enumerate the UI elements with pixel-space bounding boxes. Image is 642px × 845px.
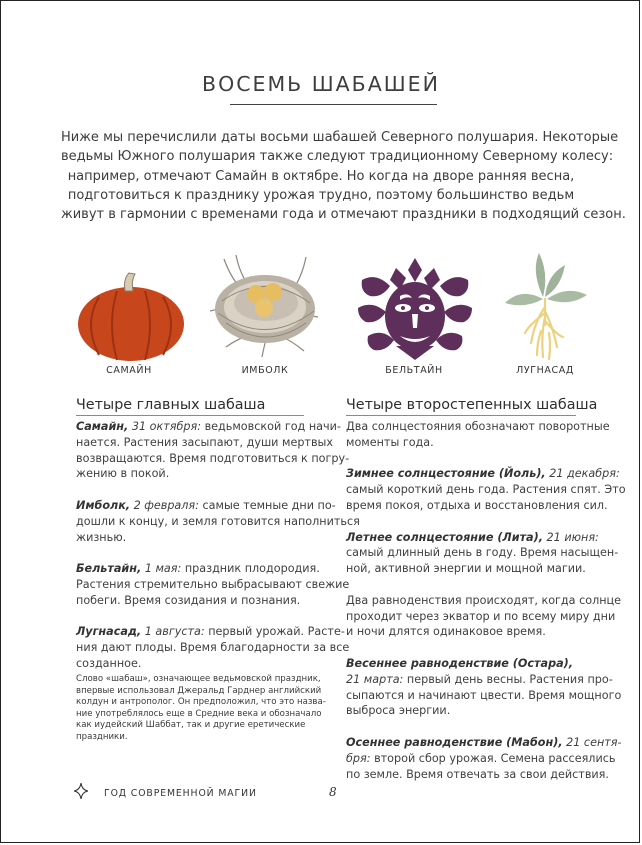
note-line: ние употреблялось еще в Средние века и обозначало [76,708,322,719]
entry-line: дошли к концу, и земля готовится наполниться [76,514,360,528]
intro-line: живут в гармонии с временами года и отмечают праздники в подходящий сезон. [61,207,626,223]
entry-line: по земле. Время отвечать за свои действия. [346,767,609,781]
entry-line: проходит через экватор и по всему миру дни [346,609,616,623]
page-number: 8 [329,785,337,799]
entry-line: Растения стремительно выбрасывают свежие [76,577,350,591]
entry-first-line: Бельтайн, 1 мая: праздник плодородия. [76,562,320,576]
entry-line: созданное. [76,656,142,670]
sabbat-word-note [76,674,326,744]
sabbat-entry-samhain [76,419,350,482]
sparkle-icon [74,783,88,799]
note-line: колдун и антрополог. Он предположил, что это назва- [76,697,326,708]
pumpkin-icon [73,269,188,363]
entry-line: и ночи длятся одинаковое время. [346,625,546,639]
entry-line: самый длинный день в году. Время насыщен- [346,546,619,560]
entry-line: нается. Растения засыпают, души мертвых [76,435,334,449]
caption-imbolc: ИМБОЛК [241,365,289,376]
left-heading-rule [76,415,304,416]
note-line: как иудейский Шаббат, так и другие еретические [76,720,306,731]
entry-first-line: Зимнее солнцестояние (Йоль), 21 декабря: [346,467,620,481]
entry-line: побеги. Время созидания и познания. [76,593,301,607]
entry-line: 21 марта: первый день весны. Растения про- [346,672,613,686]
sabbat-entry-yule [346,466,626,513]
intro-line: Ниже мы перечислили даты восьми шабашей Северного полушария. Некоторые [61,130,619,145]
note-line: впервые использовал Джеральд Гарднер английский [76,685,322,696]
entry-first-line: Летнее солнцестояние (Лита), 21 июня: [346,530,599,544]
entry-first-line: Осеннее равноденствие (Мабон), 21 сентя- [346,735,622,749]
entry-term-line: Весеннее равноденствие (Остара), [346,656,573,670]
sabbat-entry-imbolc [76,498,360,545]
sabbat-entry-mabon [346,735,622,782]
entry-line: Два солнцестояния обозначают поворотные [346,420,610,433]
intro-line: например, отмечают Самайн в октябре. Но когда на дворе ранняя весна, [67,168,575,184]
left-column [76,419,360,688]
entry-line: время покоя, отдыха и восстановления сил. [346,498,608,512]
sabbat-entry-ostara [346,656,622,719]
entry-line: возвращаются. Время подготовиться к погру- [76,451,350,465]
page-title: ВОСЕМЬ ШАБАШЕЙ [202,72,440,96]
green-man-icon [356,256,474,362]
entry-line: выброса энергии. [346,704,451,718]
sabbat-entry-beltane [76,561,350,608]
caption-samhain: САМАЙН [106,365,152,376]
entry-line: бря: второй сбор урожая. Семена рассеялись [346,751,616,765]
right-column [346,419,626,798]
note-line: праздники. [76,731,128,742]
entry-first-line: Самайн, 31 октября: ведьмовской год начи- [76,420,341,433]
intro-line: подготовиться к празднику урожая трудно, поэтому большинство ведьм [67,187,575,203]
entry-line: сыпаются и начинают цвести. Время мощного [346,688,622,702]
footer-book-title: ГОД СОВРЕМЕННОЙ МАГИИ [104,788,257,799]
entry-first-line: Имболк, 2 февраля: самые темные дни по- [76,498,336,512]
entry-first-line: Лугнасад, 1 августа: первый урожай. Расте- [76,625,345,639]
wheat-sprout-icon [501,251,591,363]
entry-line: Два равноденствия происходят, когда солнце [346,593,622,607]
sabbat-entry-lughnasadh [76,624,350,671]
solstice-intro [346,419,610,451]
intro-line: ведьмы Южного полушария также следуют традиционному Северному колесу: [61,149,614,165]
equinox-intro [346,593,622,640]
entry-line: ной, активной энергии и мощной магии. [346,562,586,576]
title-underline [230,104,437,105]
caption-beltane: БЕЛЬТАЙН [385,365,443,376]
right-heading-rule [346,415,576,416]
caption-lughnasadh: ЛУГНАСАД [516,365,574,376]
entry-line: самый короткий день года. Растения спят. Это [346,483,626,497]
note-line: Слово «шабаш», означающее ведьмовской праздник, [76,674,321,684]
entry-line: ния дают плоды. Время благодарности за все [76,641,350,655]
right-column-heading: Четыре второстепенных шабаша [346,397,598,413]
sabbat-entry-litha [346,530,619,577]
nest-icon [206,251,324,363]
entry-line: моменты года. [346,435,434,449]
entry-line: жизнью. [76,530,127,544]
intro-paragraph [61,128,626,224]
left-column-heading: Четыре главных шабаша [76,397,266,413]
entry-line: жению в покой. [76,467,170,481]
